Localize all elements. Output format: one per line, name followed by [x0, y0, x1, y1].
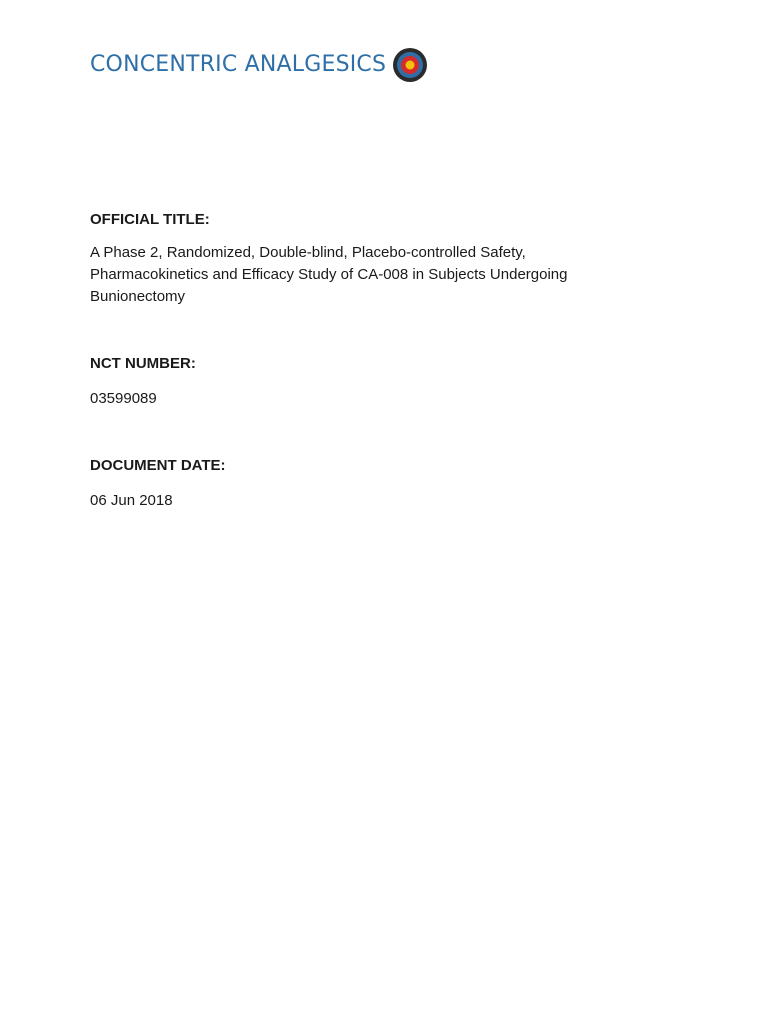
official-title-line-1: A Phase 2, Randomized, Double-blind, Placebo-controlled Safety,: [90, 244, 526, 261]
document-date-label: DOCUMENT DATE:: [90, 457, 226, 474]
official-title-label: OFFICIAL TITLE:: [90, 211, 210, 228]
nct-number-section: [90, 354, 650, 410]
official-title-line-2: Pharmacokinetics and Efficacy Study of CA-008 in Subjects Undergoing: [90, 266, 568, 283]
official-title-line-3: Bunionectomy: [90, 288, 186, 305]
target-icon: [392, 47, 428, 83]
document-date-section: [90, 456, 650, 512]
nct-number-value: 03599089: [90, 390, 157, 407]
official-title-section: [90, 210, 650, 308]
document-date-value: 06 Jun 2018: [90, 492, 173, 509]
company-name: CONCENTRIC ANALGESICS: [90, 52, 387, 77]
company-logo: [90, 44, 428, 86]
document-body: [90, 210, 650, 512]
nct-number-label: NCT NUMBER:: [90, 355, 196, 372]
